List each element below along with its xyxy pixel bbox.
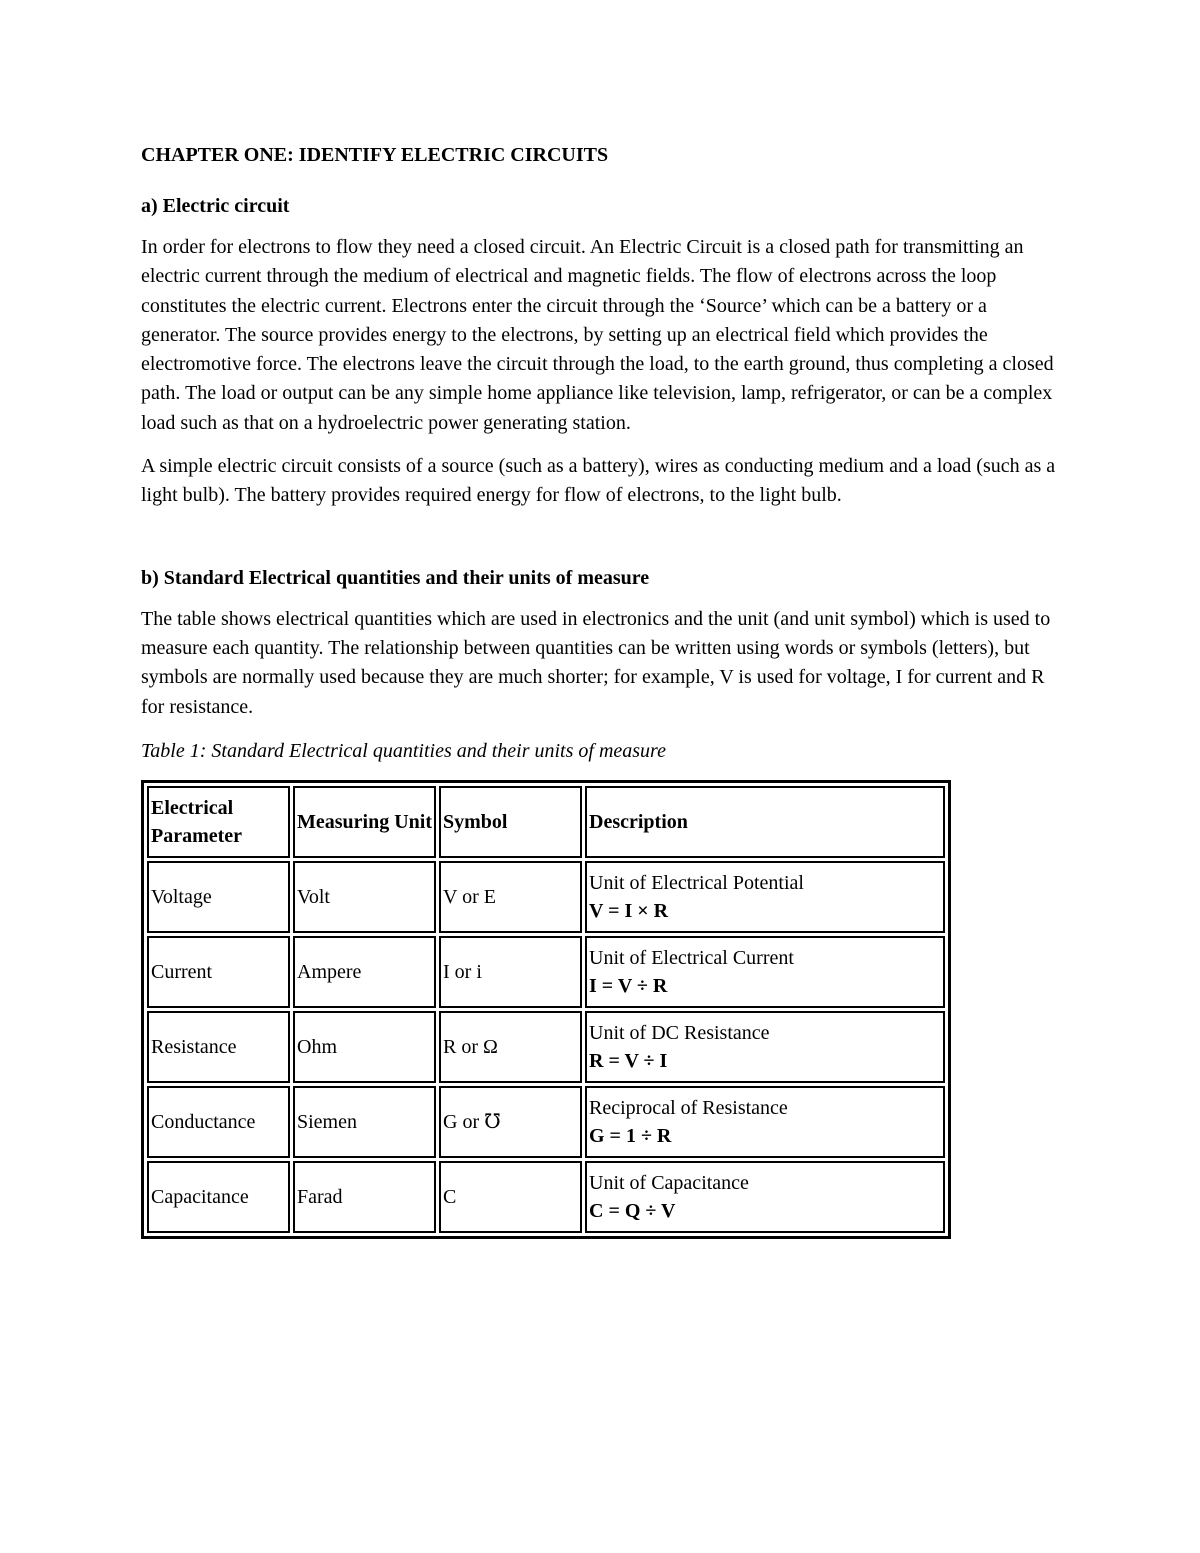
- header-parameter: Electrical Parameter: [147, 786, 290, 858]
- table-row: [147, 861, 945, 933]
- cell-description: [585, 1086, 945, 1158]
- cell-parameter: Current: [147, 936, 290, 1008]
- description-text: Unit of Capacitance: [589, 1171, 749, 1194]
- cell-parameter: Voltage: [147, 861, 290, 933]
- cell-symbol: I or i: [439, 936, 582, 1008]
- table-header-row: [147, 786, 945, 858]
- document-page: [141, 140, 1071, 1239]
- cell-description: [585, 861, 945, 933]
- cell-parameter: Capacitance: [147, 1161, 290, 1233]
- section-a-paragraph-2: A simple electric circuit consists of a source (such as a battery), wires as conducting medium and a load (such as a light bulb). The battery provides required energy for flow of electrons, to the light bulb.: [141, 455, 1056, 507]
- formula-text: C = Q ÷ V: [589, 1199, 676, 1222]
- cell-symbol: V or E: [439, 861, 582, 933]
- formula-text: G = 1 ÷ R: [589, 1124, 672, 1147]
- cell-symbol: R or Ω: [439, 1011, 582, 1083]
- table-row: [147, 1011, 945, 1083]
- table-row: [147, 1086, 945, 1158]
- section-a-heading: a) Electric circuit: [141, 195, 290, 217]
- cell-parameter: Conductance: [147, 1086, 290, 1158]
- cell-description: [585, 1011, 945, 1083]
- header-unit: Measuring Unit: [293, 786, 436, 858]
- section-a-paragraph-1: In order for electrons to flow they need a closed circuit. An Electric Circuit is a closed path for transmitting an electric current through the medium of electrical and magnetic fields. The flow of electrons across the loop constitutes the electric current. Electrons enter the circuit through the ‘Source’ which can be a battery or a generator. The source provides energy to the electrons, by setting up an electrical field which provides the electromotive force. The electrons leave the circuit through the load, to the earth ground, thus completing a closed path. The load or output can be any simple home appliance like television, lamp, refrigerator, or can be a complex load such as that on a hydroelectric power generating station.: [141, 236, 1054, 434]
- formula-text: R = V ÷ I: [589, 1049, 668, 1072]
- formula-text: V = I × R: [589, 899, 669, 922]
- header-description: Description: [585, 786, 945, 858]
- formula-text: I = V ÷ R: [589, 974, 668, 997]
- table-caption: Table 1: Standard Electrical quantities and their units of measure: [141, 739, 666, 762]
- cell-unit: Ampere: [293, 936, 436, 1008]
- table-row: [147, 1161, 945, 1233]
- cell-description: [585, 936, 945, 1008]
- description-text: Unit of Electrical Current: [589, 946, 794, 969]
- section-spacer: [141, 525, 1071, 563]
- description-text: Reciprocal of Resistance: [589, 1096, 788, 1119]
- cell-unit: Ohm: [293, 1011, 436, 1083]
- cell-symbol: G or ℧: [439, 1086, 582, 1158]
- table-row: [147, 936, 945, 1008]
- section-b-heading: b) Standard Electrical quantities and their units of measure: [141, 566, 650, 589]
- chapter-title: CHAPTER ONE: IDENTIFY ELECTRIC CIRCUITS: [141, 144, 609, 166]
- cell-description: [585, 1161, 945, 1233]
- cell-symbol: C: [439, 1161, 582, 1233]
- cell-unit: Siemen: [293, 1086, 436, 1158]
- header-symbol: Symbol: [439, 786, 582, 858]
- section-b-paragraph-1: The table shows electrical quantities which are used in electronics and the unit (and unit symbol) which is used to measure each quantity. The relationship between quantities can be written using words or symbols (letters), but symbols are normally used because they are much shorter; for example, V is used for voltage, I for current and R for resistance.: [141, 607, 1051, 718]
- description-text: Unit of DC Resistance: [589, 1021, 770, 1044]
- cell-unit: Volt: [293, 861, 436, 933]
- electrical-quantities-table: [141, 780, 951, 1239]
- cell-unit: Farad: [293, 1161, 436, 1233]
- cell-parameter: Resistance: [147, 1011, 290, 1083]
- description-text: Unit of Electrical Potential: [589, 871, 804, 894]
